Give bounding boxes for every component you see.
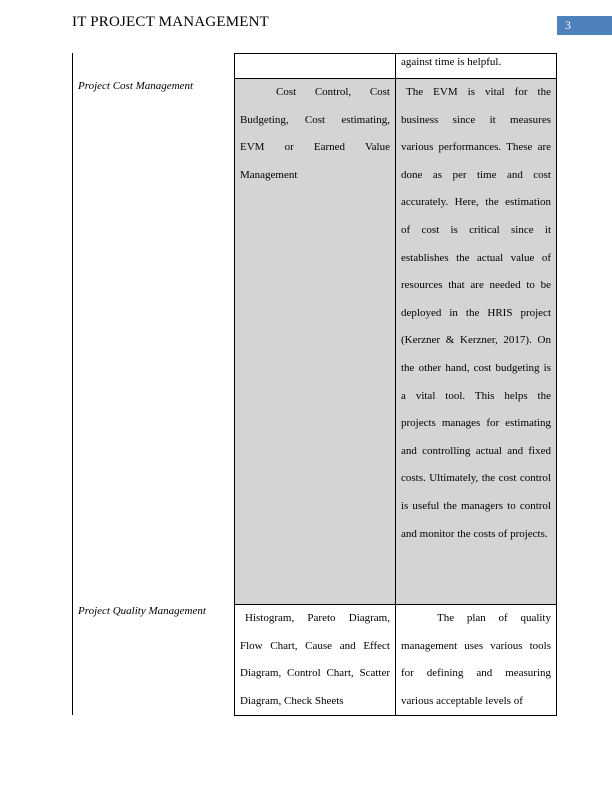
row-0-description: against time is helpful. [401,56,502,68]
row-label-cost-management: Project Cost Management [78,80,194,92]
table-border-left [234,53,235,716]
table-left-border [72,53,73,715]
running-header-title: IT PROJECT MANAGEMENT [72,14,269,30]
table-cell-empty [235,54,396,78]
quality-description-cell [396,605,556,715]
cost-description-text: The EVM is vital for the business since it measures various performances. These are done as per time and cost accurately. Here, the estimation of cost is critical since it establishes the actual value of resources that are needed to be deployed in the HRIS project (Kerzner & Kerzner, 2017). On the other hand, cost budgeting is a vital tool. This helps the projects manages for estimating and controlling actual and fixed costs. Ultimately, the cost control is useful the managers to control and monitor the costs of projects. [401,86,551,540]
cost-tools-cell [235,79,395,604]
quality-tools-cell [235,605,395,715]
page-number-badge: 3 [557,16,612,35]
table-row [396,54,556,78]
table-border-middle [395,53,396,716]
cost-tools-text: Cost Control, Cost Budgeting, Cost estimating, EVM or Earned Value Management [240,86,390,181]
quality-tools-text: Histogram, Pareto Diagram, Flow Chart, Cause and Effect Diagram, Control Chart, Scatter Diagram, Check Sheets [240,612,390,707]
table-border-right [556,53,557,716]
tools-table [234,53,557,716]
quality-description-text: The plan of quality management uses various tools for defining and measuring various acceptable levels of [401,612,551,707]
cost-description-cell [396,79,556,604]
row-label-quality-management: Project Quality Management [78,605,206,617]
